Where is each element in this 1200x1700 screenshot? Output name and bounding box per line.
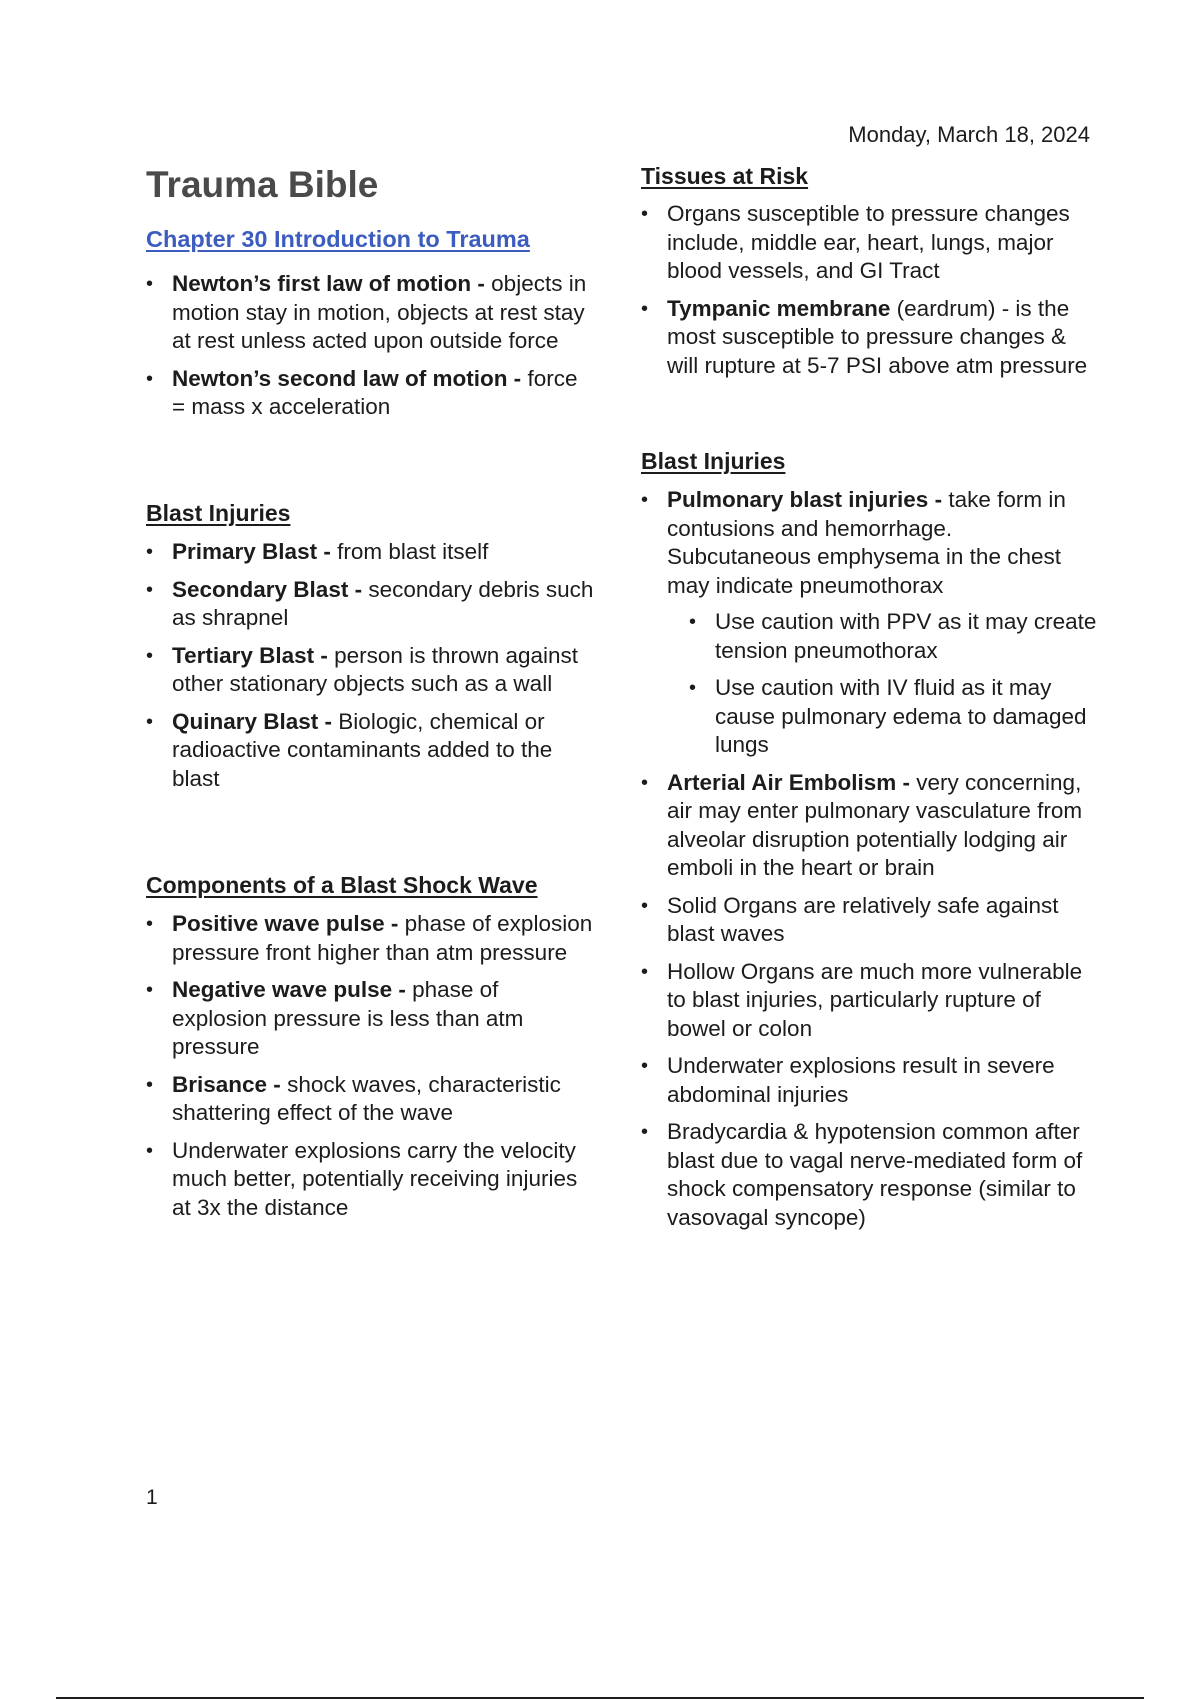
list-item: [641, 295, 1097, 381]
blast-injuries-list: [641, 486, 1097, 1241]
section-heading-blast-injuries: Blast Injuries: [146, 500, 291, 526]
list-item: [146, 1137, 596, 1223]
bullet-term: Negative wave pulse -: [172, 977, 406, 1002]
list-item: [641, 486, 1097, 760]
list-item: [641, 1052, 1097, 1109]
section-heading-tissues: Tissues at Risk: [641, 163, 809, 189]
bullet-text: Solid Organs are relatively safe against blast waves: [667, 892, 1059, 946]
list-item: [146, 910, 596, 967]
bottom-divider: [56, 1697, 1144, 1699]
bullet-text: take form in contusions and hemorrhage. Subcutaneous emphysema in the chest may indicate pneumothorax: [667, 487, 1066, 598]
sub-list-item: • Use caution with PPV as it may create tension pneumothorax: [689, 608, 1097, 665]
bullet-text: person is thrown against other stationary objects such as a wall: [172, 642, 579, 696]
tissues-list: [641, 200, 1097, 389]
list-item: [146, 642, 596, 699]
bullet-text: shock waves, characteristic shattering effect of the wave: [172, 1071, 561, 1125]
bullet-text: objects in motion stay in motion, objects at rest stay at rest unless acted upon outside force: [172, 271, 587, 353]
bullet-text: phase of explosion pressure front higher than atm pressure: [172, 911, 593, 965]
list-item: [641, 200, 1097, 286]
section-heading-components: Components of a Blast Shock Wave: [146, 872, 538, 898]
bullet-term: Secondary Blast -: [172, 576, 363, 602]
bullet-text: secondary debris such as shrapnel: [172, 576, 594, 630]
bullet-term: Brisance -: [172, 1071, 281, 1097]
list-item: [146, 270, 596, 356]
list-item: [641, 769, 1097, 883]
list-item: [641, 1118, 1097, 1232]
sub-list: [667, 608, 1097, 760]
bullet-term: Arterial Air Embolism -: [667, 769, 910, 795]
page-number: 1: [146, 1486, 158, 1509]
bullet-text: Underwater explosions result in severe abdominal injuries: [667, 1053, 1055, 1107]
intro-list: [146, 270, 596, 431]
bullet-text: from blast itself: [330, 539, 489, 564]
bullet-text: phase of explosion pressure is less than atm pressure: [172, 977, 524, 1059]
bullet-term: Pulmonary blast injuries -: [667, 487, 943, 512]
bullet-term: Quinary Blast -: [172, 708, 333, 734]
list-item: [146, 365, 596, 422]
document-date: Monday, March 18, 2024: [848, 122, 1090, 147]
bullet-text: Hollow Organs are much more vulnerable to blast injuries, particularly rupture of bowel or colon: [667, 958, 1083, 1041]
bullet-term: Positive wave pulse -: [172, 911, 399, 936]
blast-list: [146, 538, 596, 802]
bullet-text: Biologic, chemical or radioactive contaminants added to the blast: [172, 708, 553, 791]
list-item: [146, 576, 596, 633]
bullet-text: very concerning, air may enter pulmonary vasculature from alveolar disruption potentially lodging air emboli in the heart or brain: [667, 769, 1083, 880]
bullet-term: Primary Blast -: [172, 539, 331, 564]
section-heading-blast-injuries-right: Blast Injuries: [641, 448, 786, 474]
bullet-term: Newton’s second law of motion -: [172, 365, 522, 391]
bullet-text: (eardrum) - is the most susceptible to pressure changes & will rupture at 5-7 PSI above atm pressure: [667, 295, 1088, 378]
bullet-text: Underwater explosions carry the velocity much better, potentially receiving injuries at 3x the distance: [172, 1137, 578, 1220]
list-item: [641, 958, 1097, 1044]
list-item: [641, 892, 1097, 949]
sub-list-item: • Use caution with IV fluid as it may cause pulmonary edema to damaged lungs: [689, 674, 1097, 760]
list-item: [146, 708, 596, 794]
list-item: [146, 976, 596, 1062]
components-list: [146, 910, 596, 1231]
list-item: [146, 538, 596, 567]
bullet-term: Newton’s first law of motion -: [172, 271, 485, 296]
bullet-text: Bradycardia & hypotension common after blast due to vagal nerve-mediated form of shock compensatory response (similar to vasovagal syncope): [667, 1119, 1083, 1230]
page-title: Trauma Bible: [146, 164, 379, 205]
bullet-term: Tertiary Blast -: [172, 642, 328, 668]
bullet-text: force = mass x acceleration: [172, 365, 578, 419]
bullet-term: Tympanic membrane: [667, 295, 891, 321]
list-item: [146, 1071, 596, 1128]
chapter-link[interactable]: Chapter 30 Introduction to Trauma: [146, 226, 530, 252]
bullet-text: Organs susceptible to pressure changes include, middle ear, heart, lungs, major blood vessels, and GI Tract: [667, 201, 1070, 283]
